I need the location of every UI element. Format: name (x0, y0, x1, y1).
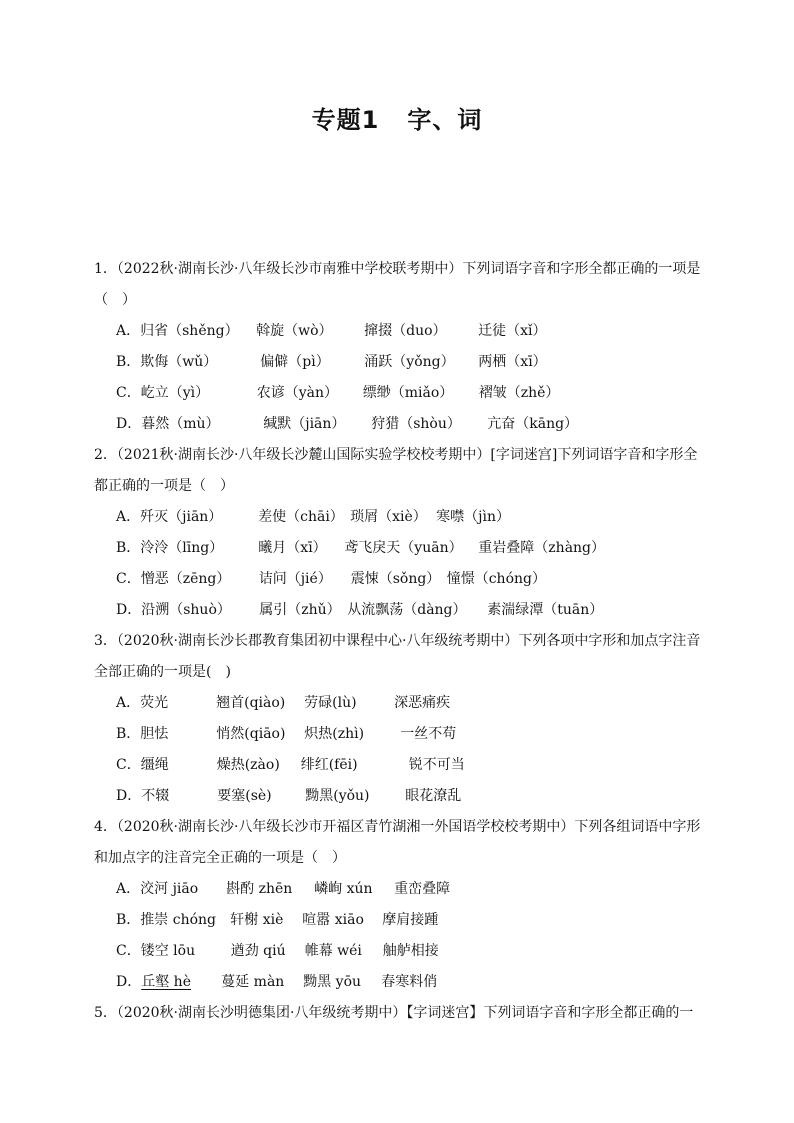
option-d: D．沿溯（shuò） 属引（zhǔ） 从流飘荡（dàng） 素湍绿潭（tuān） (116, 602, 604, 618)
option-c: C．镂空 lōu 遒劲 qiú 帷幕 wéi 舳舻相接 (116, 943, 439, 959)
option-d: D．丘壑 hè 蔓延 màn 黝黑 yōu 春寒料俏 (116, 974, 438, 990)
question-stem: 5．（2020秋·湖南长沙明德集团·八年级统考期中）【字词迷宫】下列词语字音和字形全都正确的一 (94, 1005, 694, 1021)
option-a: A．歼灭（jiān） 差使（chāi） 琐屑（xiè） 寒噤（jìn） (116, 509, 510, 525)
option-c: C．屹立（yì） 农谚（yàn） 缥缈（miǎo） 褶皱（zhě） (116, 385, 560, 401)
option-a: A．归省（shěng） 斡旋（wò） 撺掇（duo） 迁徒（xǐ） (116, 323, 547, 339)
title-sub: 字、词 (407, 106, 483, 134)
question-5 (94, 998, 706, 1029)
option-b: B．欺侮（wǔ） 偏僻（pì） 涌跃（yǒng） 两栖（xī） (116, 354, 547, 370)
question-stem: 2．（2021秋·湖南长沙·八年级长沙麓山国际实验学校校考期中）[字词迷宫]下列词语字音和字形全都正确的一项是（ ） (94, 447, 698, 494)
question-1 (94, 254, 706, 440)
option-c: C．缰绳 燥热(zào) 绯红(fēi) 锐不可当 (116, 757, 465, 773)
question-4 (94, 812, 706, 998)
option-d: D．不辍 要塞(sè) 黝黑(yǒu) 眼花潦乱 (116, 788, 462, 804)
option-a: A．荧光 翘首(qiào) 劳碌(lù) 深恶痛疾 (116, 695, 451, 711)
title-main: 专题1 (311, 106, 380, 134)
question-3 (94, 626, 706, 812)
question-stem: 1．（2022秋·湖南长沙·八年级长沙市南雅中学校联考期中）下列词语字音和字形全都正确的一项是（ ） (94, 261, 701, 308)
option-b: B．推崇 chóng 轩榭 xiè 喧嚣 xiāo 摩肩接踵 (116, 912, 439, 928)
option-a: A．洨河 jiāo 斟酌 zhēn 嶙峋 xún 重峦叠障 (116, 881, 451, 897)
question-2 (94, 440, 706, 626)
page-title (0, 100, 794, 135)
option-b: B．胆怯 悄然(qiāo) 炽热(zhì) 一丝不苟 (116, 726, 457, 742)
option-b: B．泠泠（līng） 曦月（xī） 鸢飞戾天（yuān） 重岩叠障（zhàng） (116, 540, 606, 556)
question-stem: 4．（2020秋·湖南长沙·八年级长沙市开福区青竹湖湘一外国语学校校考期中）下列各组词语中字形和加点字的注音完全正确的一项是（ ） (94, 819, 701, 866)
question-stem: 3．（2020秋·湖南长沙长郡教育集团初中课程中心·八年级统考期中）下列各项中字形和加点字注音全部正确的一项是( ) (94, 633, 701, 680)
option-c: C．憎恶（zēng） 诘问（jié） 震悚（sǒng） 憧憬（chóng） (116, 571, 546, 587)
option-d: D．暮然（mù） 缄默（jiān） 狩猎（shòu） 亢奋（kāng） (116, 416, 579, 432)
